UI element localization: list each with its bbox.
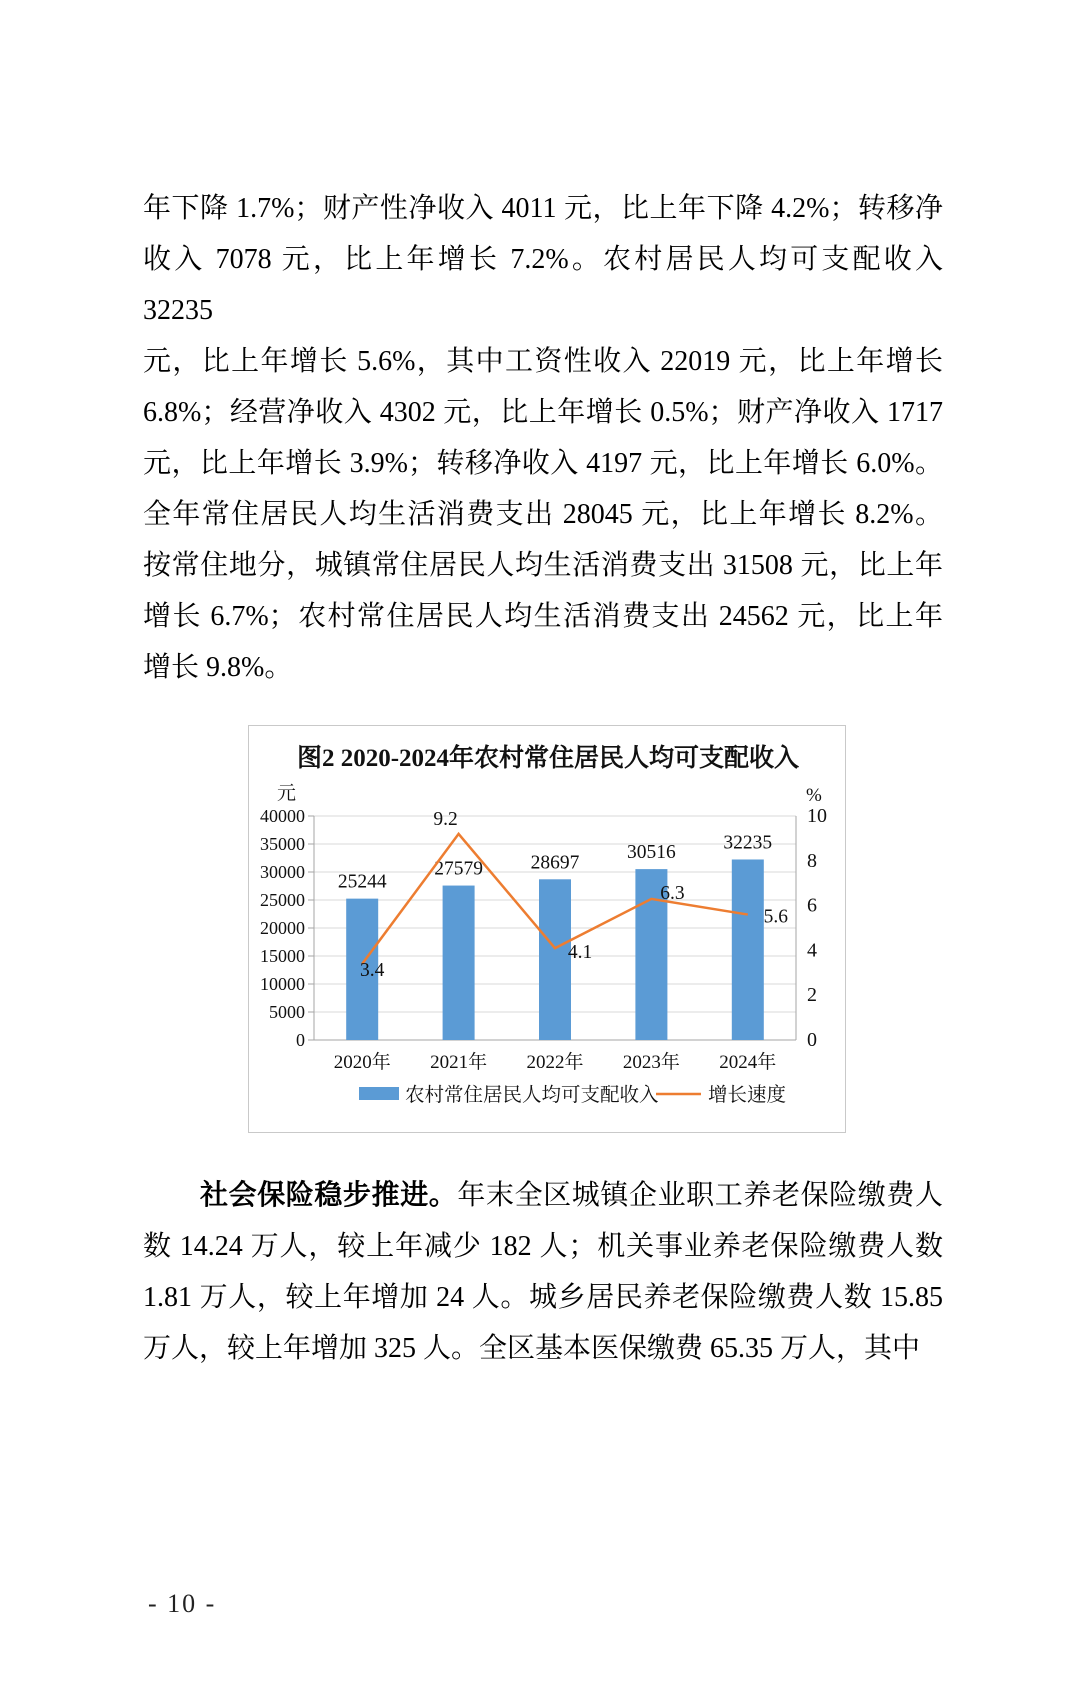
right-axis-unit: % — [806, 785, 822, 806]
text-line: 6.8%；经营净收入 4302 元，比上年增长 0.5%；财产净收入 1717 — [143, 397, 943, 428]
text-line: 元，比上年增长 5.6%，其中工资性收入 22019 元，比上年增长 — [143, 346, 943, 377]
left-axis-tick-label: 15000 — [260, 946, 305, 966]
text-line: 收入 7078 元，比上年增长 7.2%。农村居民人均可支配收入 32235 — [143, 244, 943, 326]
text-line: 万人，较上年增加 325 人。全区基本医保缴费 65.35 万人，其中 — [143, 1333, 921, 1364]
right-axis-tick-label: 2 — [807, 984, 817, 1007]
x-axis-label: 2023年 — [622, 1052, 680, 1073]
right-axis-tick-label: 8 — [807, 849, 817, 872]
bar-value-label: 30516 — [627, 842, 676, 864]
text-line: 全年常住居民人均生活消费支出 28045 元，比上年增长 8.2%。 — [143, 499, 943, 530]
line-value-label: 3.4 — [360, 959, 385, 981]
legend-bar-label: 农村常住居民人均可支配收入 — [405, 1085, 659, 1106]
x-axis-label: 2020年 — [333, 1052, 391, 1073]
left-axis-tick-label: 20000 — [260, 918, 305, 938]
chart-title: 图2 2020-2024年农村常住居民人均可支配收入 — [296, 745, 800, 772]
x-axis-label: 2021年 — [430, 1052, 488, 1073]
text-line: 元，比上年增长 3.9%；转移净收入 4197 元，比上年增长 6.0%。 — [143, 448, 943, 479]
left-axis-tick-label: 10000 — [260, 974, 305, 994]
left-axis-tick-label: 25000 — [260, 890, 305, 910]
text-line — [143, 1170, 943, 1221]
bar-value-label: 28697 — [530, 852, 580, 874]
legend-bar-swatch — [359, 1087, 399, 1100]
text-line: 增长 6.7%；农村常住居民人均生活消费支出 24562 元，比上年 — [143, 601, 943, 632]
bar-value-label: 25244 — [337, 871, 387, 893]
left-axis-tick-label: 35000 — [260, 834, 305, 854]
text-line: 增长 9.8%。 — [143, 652, 293, 683]
text-line: 1.81 万人，较上年增加 24 人。城乡居民养老保险缴费人数 15.85 — [143, 1282, 943, 1313]
line-value-label: 6.3 — [660, 882, 685, 904]
paragraph-lead-bold: 社会保险稳步推进。 — [200, 1180, 458, 1211]
left-axis-tick-label: 30000 — [260, 862, 305, 882]
paragraph-lead-rest: 年末全区城镇企业职工养老保险缴费人 — [457, 1180, 943, 1211]
left-axis-tick-label: 0 — [296, 1030, 305, 1050]
line-value-label: 9.2 — [433, 808, 458, 830]
right-axis-tick-label: 0 — [807, 1029, 817, 1051]
right-axis-tick-label: 6 — [807, 894, 817, 917]
document-page — [0, 183, 1074, 1618]
right-axis-tick-label: 4 — [807, 939, 817, 962]
text-line: 年下降 1.7%；财产性净收入 4011 元，比上年下降 4.2%；转移净 — [143, 193, 943, 224]
figure2-chart-svg — [249, 726, 847, 1134]
line-value-label: 4.1 — [567, 942, 593, 964]
bar-value-label: 32235 — [723, 832, 773, 854]
page-number: - 10 - — [148, 1589, 217, 1618]
x-axis-label: 2024年 — [719, 1052, 777, 1073]
bar-value-label: 27579 — [434, 858, 483, 880]
text-line: 按常住地分，城镇常住居民人均生活消费支出 31508 元，比上年 — [143, 550, 943, 581]
paragraph-income — [143, 183, 943, 693]
left-axis-unit: 元 — [277, 783, 297, 804]
x-axis-label: 2022年 — [526, 1052, 584, 1073]
text-line: 数 14.24 万人，较上年减少 182 人；机关事业养老保险缴费人数 — [143, 1231, 943, 1262]
bar-2024年 — [732, 859, 764, 1040]
left-axis-tick-label: 5000 — [269, 1002, 305, 1022]
bar-2021年 — [443, 886, 475, 1040]
bar-2022年 — [539, 879, 571, 1040]
paragraph-social-insurance — [143, 1170, 943, 1374]
line-value-label: 5.6 — [763, 906, 788, 928]
figure2-chart — [248, 725, 846, 1133]
legend-line-label: 增长速度 — [708, 1085, 787, 1106]
right-axis-tick-label: 10 — [807, 805, 827, 827]
left-axis-tick-label: 40000 — [260, 806, 305, 826]
